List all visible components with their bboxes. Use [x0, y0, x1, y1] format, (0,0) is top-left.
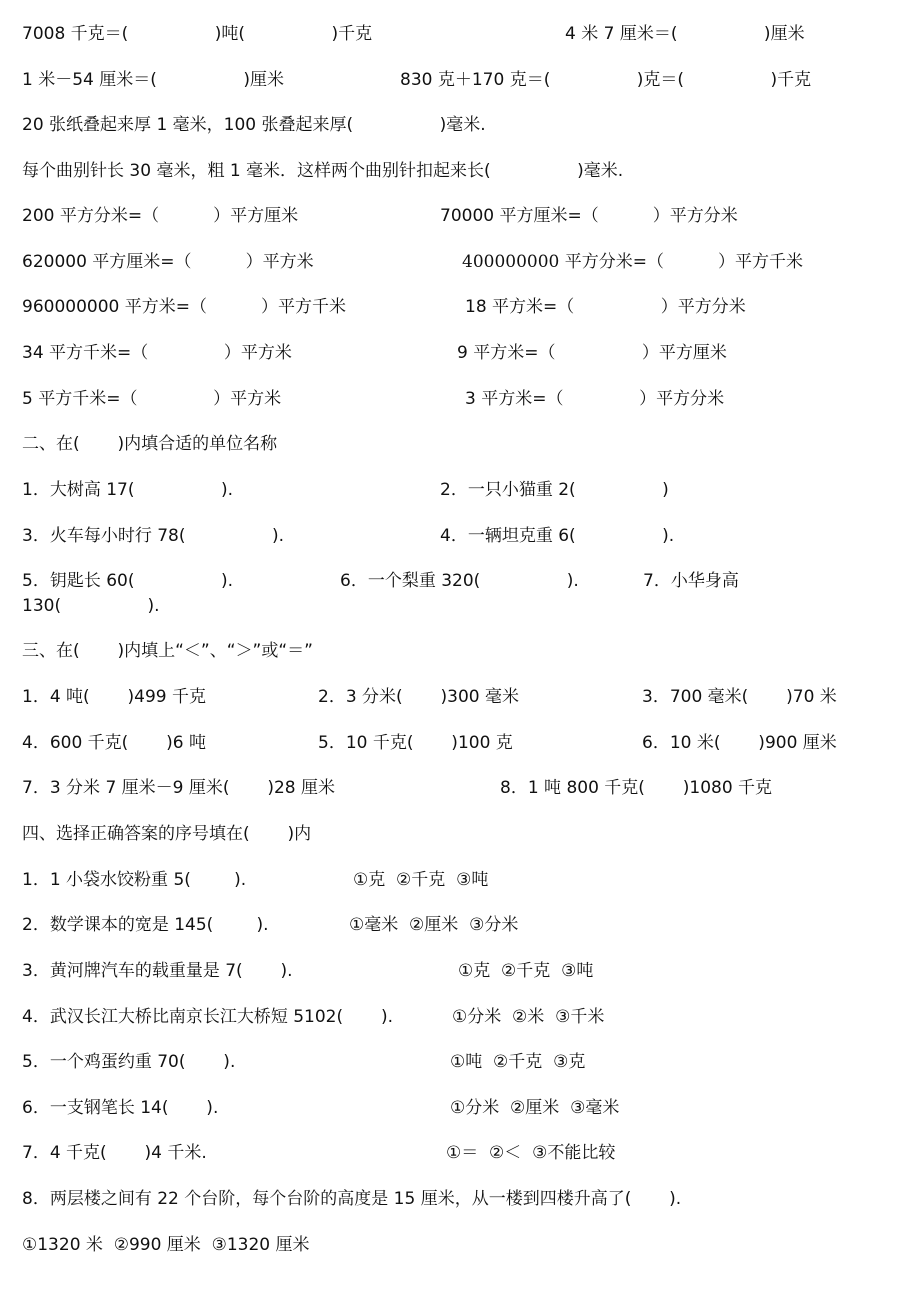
conversion-r6a: 620000 平方厘米=（ ）平方米 [22, 252, 314, 272]
section3-q6: 6．10 米( )900 厘米 [642, 733, 837, 753]
section4-q3: 3．黄河牌汽车的载重量是 7( ). [22, 961, 293, 981]
section4-q7: 7．4 千克( )4 千米. [22, 1143, 207, 1163]
conversion-r9b: 3 平方米=（ ）平方分米 [465, 389, 725, 409]
section3-heading: 三、在( )内填上“＜”、“＞”或“＝” [22, 641, 313, 661]
section3-q5: 5．10 千克( )100 克 [318, 733, 513, 753]
section3-q3: 3．700 毫米( )70 米 [642, 687, 837, 707]
section4-q5-options: ①吨 ②千克 ③克 [450, 1052, 586, 1072]
section4-q6: 6．一支钢笔长 14( ). [22, 1098, 219, 1118]
conversion-r8b: 9 平方米=（ ）平方厘米 [457, 343, 727, 363]
section2-heading: 二、在( )内填合适的单位名称 [22, 434, 278, 454]
section4-q3-options: ①克 ②千克 ③吨 [458, 961, 594, 981]
section4-q4-options: ①分米 ②米 ③千米 [452, 1007, 605, 1027]
section2-q6: 6．一个梨重 320( ). [340, 571, 579, 591]
section4-q2: 2．数学课本的宽是 145( ). [22, 915, 269, 935]
conversion-r8a: 34 平方千米=（ ）平方米 [22, 343, 292, 363]
conversion-r9a: 5 平方千米=（ ）平方米 [22, 389, 282, 409]
conversion-r1b: 4 米 7 厘米＝( )厘米 [565, 24, 805, 44]
section4-q8-options: ①1320 米 ②990 厘米 ③1320 厘米 [22, 1235, 310, 1255]
section4-q5: 5．一个鸡蛋约重 70( ). [22, 1052, 236, 1072]
conversion-r4: 每个曲别针长 30 毫米，粗 1 毫米．这样两个曲别针扣起来长( )毫米. [22, 161, 624, 181]
conversion-r6b: 400000000 平方分米=（ ）平方千米 [462, 252, 804, 272]
conversion-r5a: 200 平方分米=（ ）平方厘米 [22, 206, 299, 226]
section2-q7b: 130( ). [22, 596, 160, 616]
section2-q1: 1．大树高 17( ). [22, 480, 233, 500]
section2-q2: 2．一只小猫重 2( ) [440, 480, 669, 500]
section4-q8: 8．两层楼之间有 22 个台阶，每个台阶的高度是 15 厘米，从一楼到四楼升高了( ). [22, 1189, 682, 1209]
section2-q7a: 7．小华身高 [643, 571, 739, 591]
conversion-r5b: 70000 平方厘米=（ ）平方分米 [440, 206, 738, 226]
section4-q7-options: ①＝ ②＜ ③不能比较 [446, 1143, 616, 1163]
conversion-r1a: 7008 千克＝( )吨( )千克 [22, 24, 373, 44]
section2-q4: 4．一辆坦克重 6( ). [440, 526, 675, 546]
section2-q5: 5．钥匙长 60( ). [22, 571, 233, 591]
conversion-r7a: 960000000 平方米=（ ）平方千米 [22, 297, 347, 317]
section3-q1: 1．4 吨( )499 千克 [22, 687, 206, 707]
section4-heading: 四、选择正确答案的序号填在( )内 [22, 824, 312, 844]
section4-q1-options: ①克 ②千克 ③吨 [353, 870, 489, 890]
section4-q2-options: ①毫米 ②厘米 ③分米 [349, 915, 519, 935]
section3-q4: 4．600 千克( )6 吨 [22, 733, 206, 753]
conversion-r7b: 18 平方米=（ ）平方分米 [465, 297, 746, 317]
section2-q3: 3．火车每小时行 78( ). [22, 526, 284, 546]
section3-q7: 7．3 分米 7 厘米－9 厘米( )28 厘米 [22, 778, 336, 798]
section3-q2: 2．3 分米( )300 毫米 [318, 687, 519, 707]
section4-q1: 1．1 小袋水饺粉重 5( ). [22, 870, 247, 890]
section3-q8: 8．1 吨 800 千克( )1080 千克 [500, 778, 773, 798]
conversion-r3: 20 张纸叠起来厚 1 毫米，100 张叠起来厚( )毫米. [22, 115, 486, 135]
conversion-r2b: 830 克＋170 克＝( )克＝( )千克 [400, 70, 812, 90]
section4-q6-options: ①分米 ②厘米 ③毫米 [450, 1098, 620, 1118]
section4-q4: 4．武汉长江大桥比南京长江大桥短 5102( ). [22, 1007, 393, 1027]
conversion-r2a: 1 米－54 厘米＝( )厘米 [22, 70, 284, 90]
